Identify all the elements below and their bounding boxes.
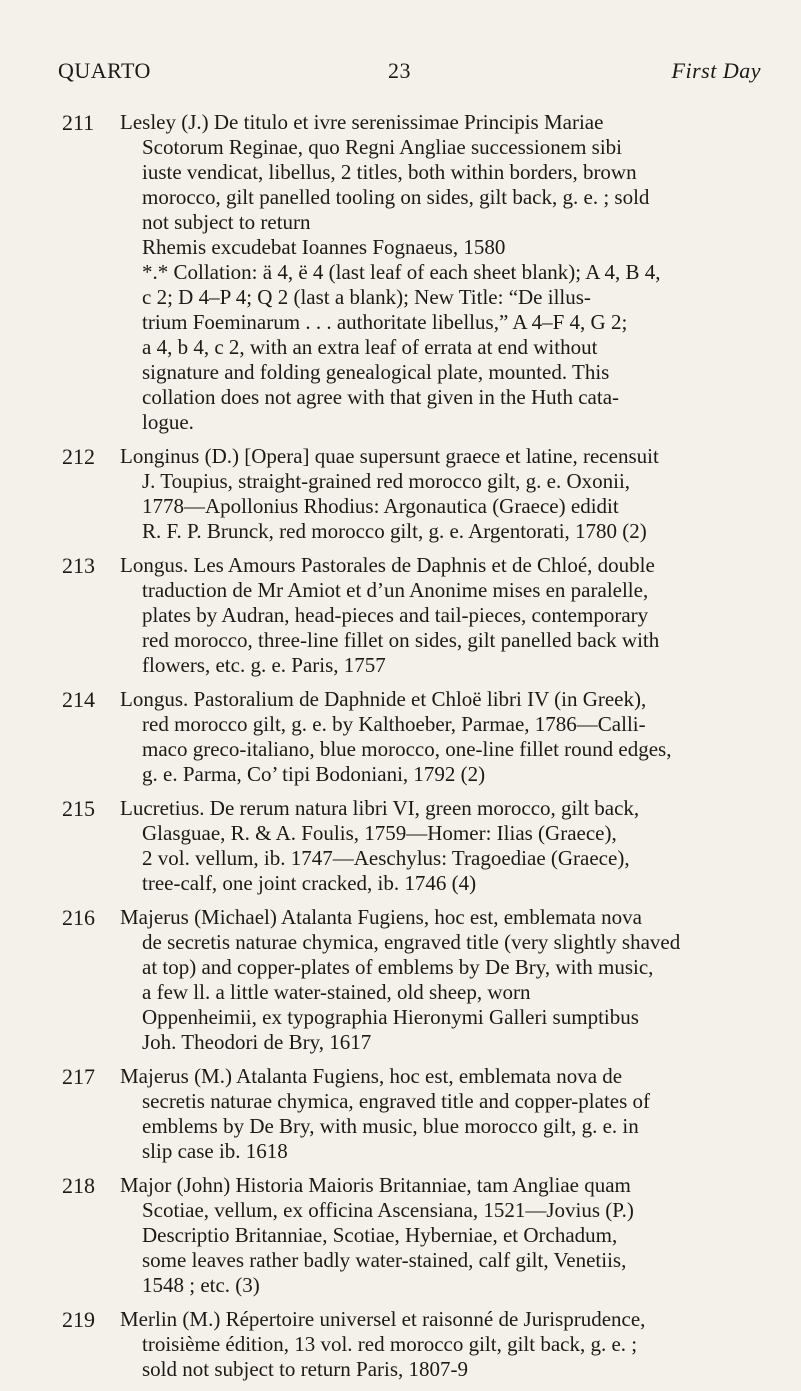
entry-line: 2 vol. vellum, ib. 1747—Aeschylus: Tragoediae (Graece),	[142, 846, 630, 870]
entry-line: Rhemis excudebat Ioannes Fognaeus, 1580	[142, 235, 506, 259]
lot-number: 215	[62, 796, 95, 821]
entry-line: Lesley (J.) De titulo et ivre serenissimae Principis Mariae	[120, 110, 604, 134]
entry-line: at top) and copper-plates of emblems by De Bry, with music,	[142, 955, 654, 979]
entry-line: Majerus (Michael) Atalanta Fugiens, hoc est, emblemata nova	[120, 905, 642, 929]
lot-number: 219	[62, 1307, 95, 1332]
entry-line: maco greco-italiano, blue morocco, one-line fillet round edges,	[142, 737, 672, 761]
entry-line: R. F. P. Brunck, red morocco gilt, g. e. Argentorati, 1780 (2)	[142, 519, 647, 543]
entry-line: Scotorum Reginae, quo Regni Angliae successionem sibi	[142, 135, 623, 159]
entry-line: some leaves rather badly water-stained, calf gilt, Venetiis,	[142, 1248, 627, 1272]
header-right: First Day	[671, 58, 761, 83]
entry-line: 1778—Apollonius Rhodius: Argonautica (Graece) edidit	[142, 494, 619, 518]
catalogue-entry	[62, 687, 792, 787]
catalogue-entry	[62, 796, 792, 896]
entry-line: Longus. Pastoralium de Daphnide et Chloë libri IV (in Greek),	[120, 687, 647, 711]
catalogue-entry	[62, 1173, 792, 1298]
entry-description	[120, 687, 792, 787]
entry-line: Majerus (M.) Atalanta Fugiens, hoc est, emblemata nova de	[120, 1064, 623, 1088]
catalogue-entry	[62, 1064, 792, 1164]
catalogue-entry	[62, 905, 792, 1055]
entry-line: 1548 ; etc. (3)	[142, 1273, 260, 1297]
entry-description	[120, 1173, 792, 1298]
catalogue-entry	[62, 1307, 792, 1382]
lot-number: 216	[62, 905, 95, 930]
entry-line: not subject to return	[142, 210, 311, 234]
entry-description	[120, 796, 792, 896]
entry-line: trium Foeminarum . . . authoritate libellus,” A 4–F 4, G 2;	[142, 310, 628, 334]
page-number: 23	[388, 58, 411, 83]
entry-line: *.* Collation: ä 4, ë 4 (last leaf of each sheet blank); A 4, B 4,	[142, 260, 661, 284]
entry-line: Oppenheimii, ex typographia Hieronymi Galleri sumptibus	[142, 1005, 639, 1029]
entry-line: secretis naturae chymica, engraved title and copper-plates of	[142, 1089, 651, 1113]
entry-line: red morocco, three-line fillet on sides, gilt panelled back with	[142, 628, 660, 652]
running-header	[58, 58, 761, 88]
entry-line: Descriptio Britanniae, Scotiae, Hyberniae, et Orchadum,	[142, 1223, 618, 1247]
entry-line: emblems by De Bry, with music, blue morocco gilt, g. e. in	[142, 1114, 639, 1138]
entry-line: g. e. Parma, Co’ tipi Bodoniani, 1792 (2)	[142, 762, 486, 786]
entry-description	[120, 905, 792, 1055]
entry-line: flowers, etc. g. e. Paris, 1757	[142, 653, 386, 677]
entry-line: Joh. Theodori de Bry, 1617	[142, 1030, 372, 1054]
entry-line: a few ll. a little water-stained, old sheep, worn	[142, 980, 531, 1004]
lot-number: 217	[62, 1064, 95, 1089]
entry-description	[120, 1064, 792, 1164]
entry-line: plates by Audran, head-pieces and tail-pieces, contemporary	[142, 603, 649, 627]
entry-description	[120, 553, 792, 678]
entry-line: iuste vendicat, libellus, 2 titles, both within borders, brown	[142, 160, 637, 184]
entry-line: logue.	[142, 410, 194, 434]
lot-number: 218	[62, 1173, 95, 1198]
catalogue-entry	[62, 444, 792, 544]
header-left: QUARTO	[58, 58, 151, 83]
lot-number: 211	[62, 110, 95, 135]
entry-line: c 2; D 4–P 4; Q 2 (last a blank); New Title: “De illus-	[142, 285, 591, 309]
entry-line: Glasguae, R. & A. Foulis, 1759—Homer: Ilias (Graece),	[142, 821, 617, 845]
entry-line: Scotiae, vellum, ex officina Ascensiana, 1521—Jovius (P.)	[142, 1198, 634, 1222]
entry-line: Longus. Les Amours Pastorales de Daphnis et de Chloé, double	[120, 553, 655, 577]
entry-line: traduction de Mr Amiot et d’un Anonime mises en paralelle,	[142, 578, 649, 602]
lot-number: 212	[62, 444, 95, 469]
entry-line: J. Toupius, straight-grained red morocco gilt, g. e. Oxonii,	[142, 469, 631, 493]
entry-line: tree-calf, one joint cracked, ib. 1746 (4)	[142, 871, 477, 895]
entry-line: red morocco gilt, g. e. by Kalthoeber, Parmae, 1786—Calli-	[142, 712, 646, 736]
lot-number: 213	[62, 553, 95, 578]
entry-line: Major (John) Historia Maioris Britanniae, tam Angliae quam	[120, 1173, 631, 1197]
entry-line: troisième édition, 13 vol. red morocco gilt, gilt back, g. e. ;	[142, 1332, 638, 1356]
entry-description	[120, 110, 792, 435]
entry-line: collation does not agree with that given in the Huth cata-	[142, 385, 620, 409]
catalogue-entry	[62, 110, 792, 435]
entry-description	[120, 444, 792, 544]
entry-line: Lucretius. De rerum natura libri VI, green morocco, gilt back,	[120, 796, 640, 820]
entry-line: sold not subject to return Paris, 1807-9	[142, 1357, 469, 1381]
catalogue-entry	[62, 553, 792, 678]
entry-line: morocco, gilt panelled tooling on sides, gilt back, g. e. ; sold	[142, 185, 650, 209]
entry-line: de secretis naturae chymica, engraved title (very slightly shaved	[142, 930, 681, 954]
entry-line: slip case ib. 1618	[142, 1139, 288, 1163]
entry-line: signature and folding genealogical plate, mounted. This	[142, 360, 610, 384]
entry-line: a 4, b 4, c 2, with an extra leaf of errata at end without	[142, 335, 598, 359]
entry-line: Merlin (M.) Répertoire universel et raisonné de Jurisprudence,	[120, 1307, 646, 1331]
entry-line: Longinus (D.) [Opera] quae supersunt graece et latine, recensuit	[120, 444, 659, 468]
entry-description	[120, 1307, 792, 1382]
catalogue-entries	[62, 110, 792, 1391]
lot-number: 214	[62, 687, 95, 712]
